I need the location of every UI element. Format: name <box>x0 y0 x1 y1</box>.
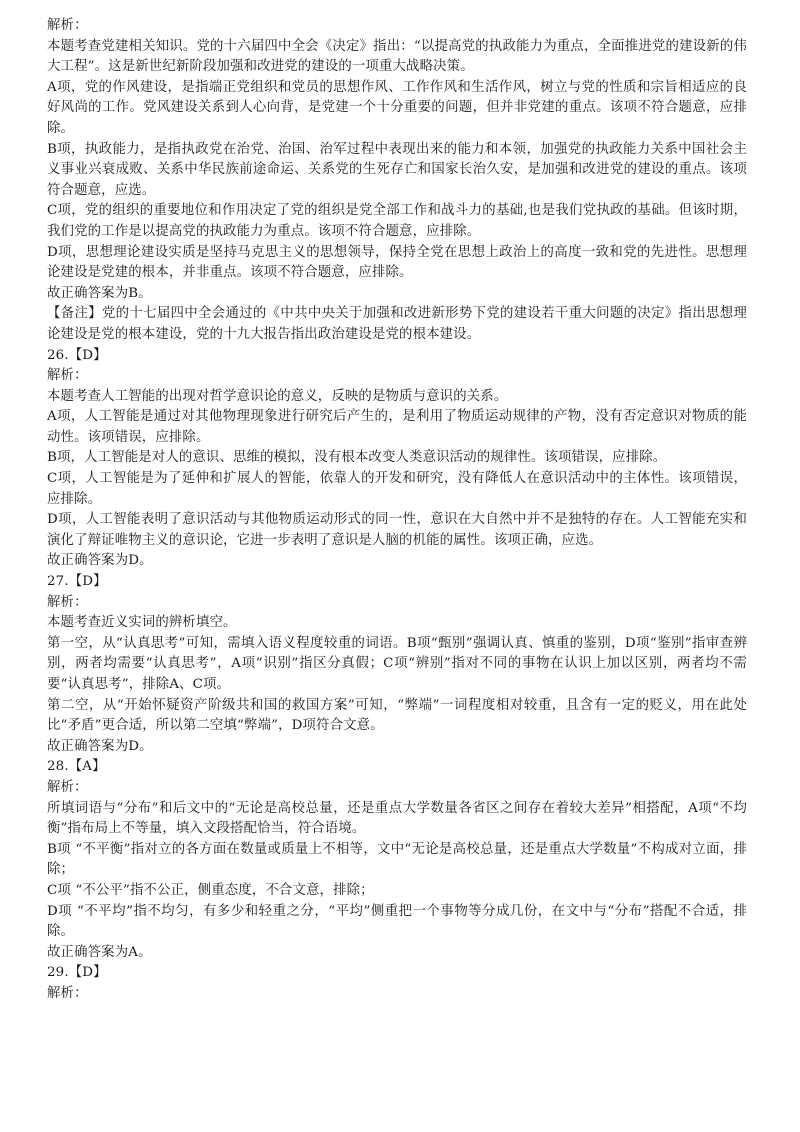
analysis-heading: 解析： <box>47 779 88 795</box>
paragraph-second-blank: 第二空，从“开始怀疑资产阶级共和国的救国方案”可知，“弊端”一词程度相对较重，且含有一定的贬义，用在此处比“矛盾”更合适，所以第二空填“弊端”，D项符合文意。 <box>47 697 747 734</box>
paragraph-option-b: B项 “不平衡”指对立的各方面在数量或质量上不相等，文中“无论是高校总量，还是重点大学数量”不构成对立面，排除； <box>47 841 747 878</box>
paragraph-option-c: C项，党的组织的重要地位和作用决定了党的组织是党全部工作和战斗力的基础,也是我们党执政的基础。但该时期，我们党的工作是以提高党的执政能力为重点。该项不符合题意，应排除。 <box>47 203 747 239</box>
paragraph-option-a: A项，人工智能是通过对其他物理现象进行研究后产生的，是利用了物质运动规律的产物，没有否定意识对物质的能动性。该项错误，应排除。 <box>47 409 747 445</box>
paragraph-option-b: B项，人工智能是对人的意识、思维的模拟，没有根本改变人类意识活动的规律性。该项错误，应排除。 <box>47 450 667 466</box>
paragraph-option-a: 所填词语与“分布”和后文中的“无论是高校总量，还是重点大学数量各省区之间存在着较大差异”相搭配，A项“不均衡”指布局上不等量，填入文段搭配恰当，符合语境。 <box>47 800 747 837</box>
paragraph-option-c: C项，人工智能是为了延伸和扩展人的智能，依靠人的开发和研究，没有降低人在意识活动中的主体性。该项错误，应排除。 <box>47 471 747 507</box>
paragraph-option-b: B项，执政能力，是指执政党在治党、治国、治军过程中表现出来的能力和本领，加强党的执政能力关系中国社会主义事业兴衰成败、关系中华民族前途命运、关系党的生死存亡和国家长治久安，是加强和改进党的建设的重点。该项符合题意，应选。 <box>47 141 747 198</box>
paragraph-option-d: D项，人工智能表明了意识活动与其他物质运动形式的同一性，意识在大自然中并不是独特的存在。人工智能充实和演化了辩证唯物主义的意识论，它进一步表明了意识是人脑的机能的属性。该项正确，应选。 <box>47 512 747 548</box>
paragraph-topic-ai: 本题考查人工智能的出现对哲学意识论的意义，反映的是物质与意识的关系。 <box>47 388 508 404</box>
analysis-heading: 解析： <box>47 18 88 33</box>
question-number: 27.【D】 <box>47 574 107 590</box>
analysis-heading: 解析： <box>47 368 88 384</box>
answer-line: 故正确答案为D。 <box>47 738 153 754</box>
question-number: 26.【D】 <box>47 347 107 363</box>
answer-line: 故正确答案为B。 <box>47 285 152 301</box>
paragraph-first-blank: 第一空，从“认真思考”可知，需填入语义程度较重的词语。B项“甄别”强调认真、慎重的鉴别，D项“鉴别”指审查辨别，两者均需要“认真思考”，A项“识别”指区分真假；C项“辨别”指对不同的事物在认识上加以区别，两者均不需要“认真思考”，排除A、C项。 <box>47 635 747 692</box>
analysis-heading: 解析： <box>47 985 88 1001</box>
paragraph-option-d: D项 “不平均”指不均匀，有多少和轻重之分，“平均”侧重把一个事物等分成几份，在文中与“分布”搭配不合适，排除。 <box>47 903 747 940</box>
paragraph-option-c: C项 “不公平”指不公正，侧重态度，不合文意，排除； <box>47 882 374 898</box>
paragraph-topic-party-building: 本题考查党建相关知识。党的十六届四中全会《决定》指出：“以提高党的执政能力为重点，全面推进党的建设新的伟大工程”。这是新世纪新阶段加强和改进党的建设的一项重大战略决策。 <box>47 38 747 75</box>
answer-line: 故正确答案为A。 <box>47 944 152 960</box>
answer-line: 故正确答案为D。 <box>47 553 153 569</box>
document-page <box>47 16 747 1005</box>
question-number: 29.【D】 <box>47 965 107 981</box>
paragraph-topic-word-choice: 本题考查近义实词的辨析填空。 <box>47 615 237 631</box>
analysis-heading: 解析： <box>47 594 88 610</box>
remark-paragraph: 【备注】党的十七届四中全会通过的《中共中央关于加强和改进新形势下党的建设若干重大问题的决定》指出思想理论建设是党的根本建设，党的十九大报告指出政治建设是党的根本建设。 <box>47 306 747 342</box>
paragraph-option-a: A项，党的作风建设，是指端正党组织和党员的思想作风、工作作风和生活作风，树立与党的性质和宗旨相适应的良好风尚的工作。党风建设关系到人心向背，是党建一个十分重要的问题，但并非党建的重点。该项不符合题意，应排除。 <box>47 79 747 136</box>
paragraph-option-d: D项，思想理论建设实质是坚持马克思主义的思想领导，保持全党在思想上政治上的高度一致和党的先进性。思想理论建设是党建的根本，并非重点。该项不符合题意，应排除。 <box>47 244 747 281</box>
question-number: 28.【A】 <box>47 759 106 775</box>
